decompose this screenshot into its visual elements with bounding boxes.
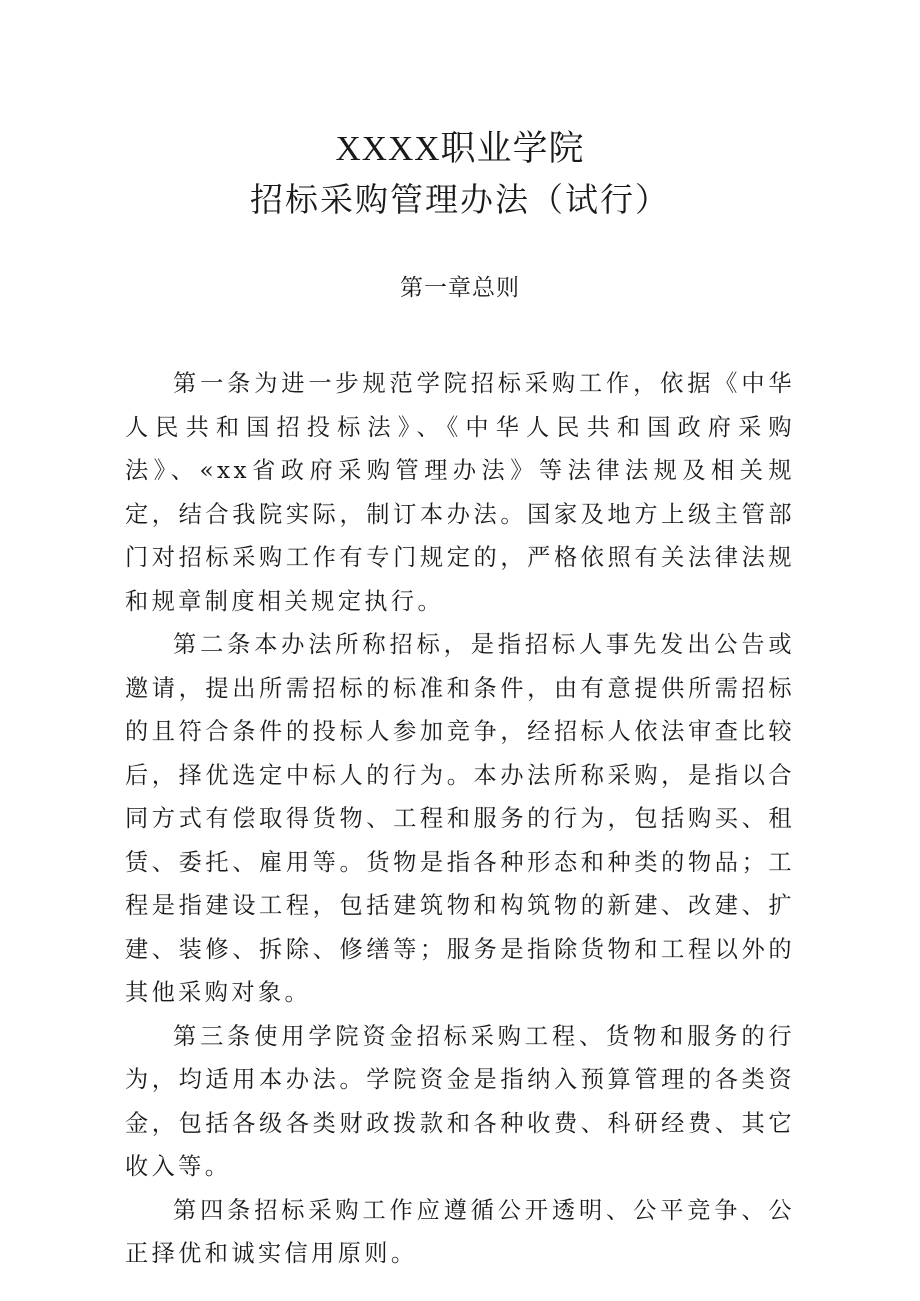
article-1-paragraph: 第一条为进一步规范学院招标采购工作，依据《中华人民共和国招投标法》、《中华人民共和国政府采购法》、«xx省政府采购管理办法》等法律法规及相关规定，结合我院实际，制订本办法。国家及地方上级主管部门对招标采购工作有专门规定的，严格依照有关法律法规和规章制度相关规定执行。 (125, 370, 795, 615)
document-title-institution: XXXX职业学院 (335, 129, 585, 168)
article-4-paragraph: 第四条招标采购工作应遵循公开透明、公平竞争、公正择优和诚实信用原则。 (125, 1196, 795, 1267)
article-2-paragraph: 第二条本办法所称招标，是指招标人事先发出公告或邀请，提出所需招标的标准和条件，由有意提供所需招标的且符合条件的投标人参加竞争，经招标人依法审查比较后，择优选定中标人的行为。本办法所称采购，是指以合同方式有偿取得货物、工程和服务的行为，包括购买、租赁、委托、雇用等。货物是指各种形态和种类的物品；工程是指建设工程，包括建筑物和构筑物的新建、改建、扩建、装修、拆除、修缮等；服务是指除货物和工程以外的其他采购对象。 (125, 631, 795, 1006)
document-body (125, 362, 795, 1276)
document-title-measures: 招标采购管理办法（试行） (250, 180, 670, 219)
chapter-heading: 第一章总则 (400, 275, 520, 301)
article-3-paragraph: 第三条使用学院资金招标采购工程、货物和服务的行为，均适用本办法。学院资金是指纳入预算管理的各类资金，包括各级各类财政拨款和各种收费、科研经费、其它收入等。 (125, 1022, 795, 1180)
